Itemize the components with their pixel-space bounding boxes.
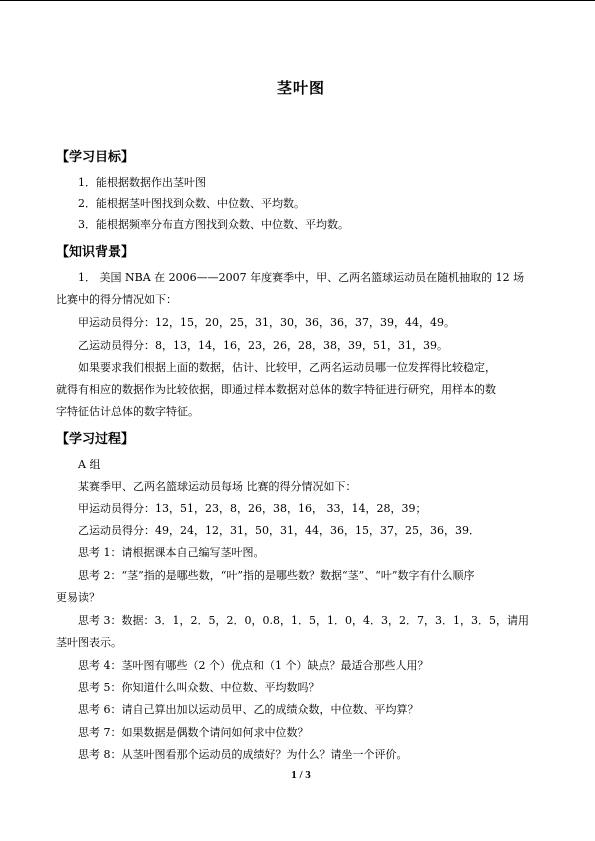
background-paragraph-2-line-3: 字特征估计总体的数字特征。 [56, 405, 199, 418]
question-3-line-2: 茎叶图表示。 [56, 636, 122, 649]
process-group-label: A 组 [78, 458, 101, 471]
question-1: 思考 1：请根据课本自己编写茎叶图。 [78, 546, 265, 559]
process-heading: 【学习过程】 [56, 432, 135, 447]
process-yi-scores: 乙运动员得分：49，24，12，31，50，31，44，36，15，37，25，36，39． [78, 524, 480, 537]
goals-heading: 【学习目标】 [56, 150, 135, 165]
background-paragraph-2-line-2: 就得有相应的数据作为比较依据，即通过样本数据对总体的数字特征进行研究，用样本的数 [56, 383, 496, 396]
background-paragraph-1-line-1: 1． 美国 NBA 在 2006——2007 年度赛季中，甲、乙两名篮球运动员在随机抽取的 12 场 [78, 271, 525, 284]
question-6: 思考 6：请自己算出加以运动员甲、乙的成绩众数，中位数、平均算？ [78, 703, 419, 716]
question-2-line-2: 更易读？ [56, 591, 100, 604]
background-yi-scores: 乙运动员得分：8，13，14，16，23，26，28，38，39，51，31，39。 [78, 339, 448, 352]
page-title: 茎叶图 [276, 79, 325, 97]
question-8: 思考 8：从茎叶图看那个运动员的成绩好？为什么？请坐一个评价。 [78, 748, 408, 761]
page-number: 1 / 3 [291, 769, 311, 781]
process-jia-scores: 甲运动员得分：13，51，23，8，26，38，16， 33，14，28，39； [78, 502, 427, 515]
goal-item-1: 1．能根据数据作出茎叶图 [78, 176, 206, 189]
goal-item-2: 2．能根据茎叶图找到众数、中位数、平均数。 [78, 197, 305, 210]
question-5: 思考 5：你知道什么叫众数、中位数、平均数吗？ [78, 681, 320, 694]
goal-item-3: 3．能根据频率分布直方图找到众数、中位数、平均数。 [78, 218, 349, 231]
background-jia-scores: 甲运动员得分：12，15，20，25，31，30，36，36，37，39，44，49。 [78, 316, 455, 329]
background-heading: 【知识背景】 [56, 245, 135, 260]
top-border-line [0, 0, 595, 1]
question-3-line-1: 思考 3：数据：3．1，2．5，2．0，0.8，1．5，1．0，4．3，2．7，3．1，3．5，请用 [78, 614, 529, 627]
process-intro: 某赛季甲、乙两名篮球运动员每场 比赛的得分情况如下： [78, 480, 357, 493]
background-paragraph-1-line-2: 比赛中的得分情况如下： [56, 293, 177, 306]
question-7: 思考 7：如果数据是偶数个请问如何求中位数？ [78, 726, 309, 739]
question-2-line-1: 思考 2：“茎”指的是哪些数，“叶”指的是哪些数？数据“茎”、“叶”数字有什么顺序 [78, 569, 475, 582]
question-4: 思考 4：茎叶图有哪些（2 个）优点和（1 个）缺点？最适合那些人用？ [78, 659, 429, 672]
background-paragraph-2-line-1: 如果要求我们根据上面的数据，估计、比较甲，乙两名运动员哪一位发挥得比较稳定， [78, 361, 496, 374]
